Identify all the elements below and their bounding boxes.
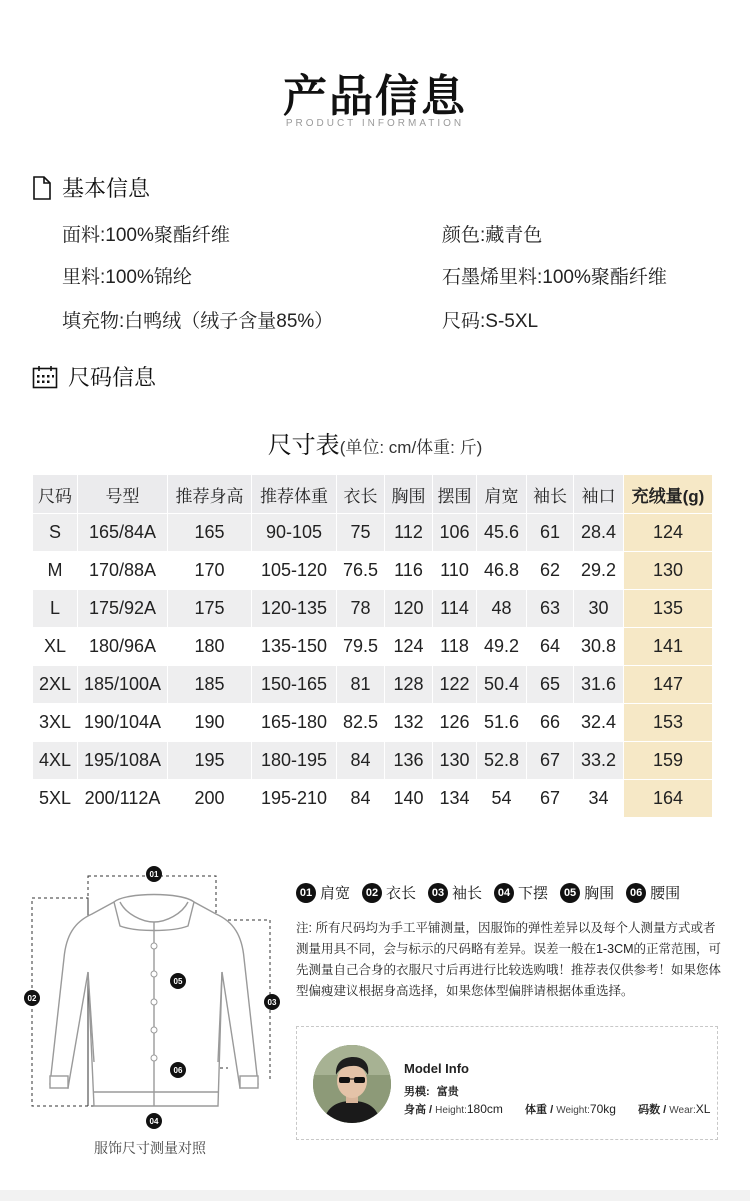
marker-03: 03	[267, 998, 277, 1007]
marker-02: 02	[27, 994, 37, 1003]
table-cell: 51.6	[477, 704, 527, 742]
footer-band	[0, 1190, 750, 1201]
table-cell: 124	[385, 628, 433, 666]
table-cell: 106	[433, 514, 477, 552]
table-cell: 170/88A	[78, 552, 168, 590]
lining-text: 里料:100%锦纶	[62, 267, 192, 288]
header-cell: 号型	[78, 475, 168, 514]
table-cell: 45.6	[477, 514, 527, 552]
size-cell: 2XL	[33, 666, 78, 704]
table-row	[33, 590, 713, 628]
table-cell: 110	[433, 552, 477, 590]
table-cell: 165-180	[252, 704, 337, 742]
weight-label: 体重 /	[525, 1104, 557, 1116]
table-cell: 78	[337, 590, 385, 628]
header-cell: 胸围	[385, 475, 433, 514]
header-cell: 衣长	[337, 475, 385, 514]
model-name: 富贵	[436, 1086, 459, 1098]
table-row	[33, 704, 713, 742]
table-cell: 200	[168, 780, 252, 818]
table-cell: 114	[433, 590, 477, 628]
table-header-row	[33, 475, 713, 514]
table-row	[33, 666, 713, 704]
table-cell: 66	[527, 704, 574, 742]
table-cell: 76.5	[337, 552, 385, 590]
table-cell: 190/104A	[78, 704, 168, 742]
marker-04: 04	[149, 1117, 159, 1126]
table-cell: 67	[527, 742, 574, 780]
size-cell: M	[33, 552, 78, 590]
table-cell: 120-135	[252, 590, 337, 628]
size-range-text: 尺码:S-5XL	[442, 311, 539, 332]
color-text: 颜色:藏青色	[442, 225, 543, 246]
filling-text: 填充物:白鸭绒（绒子含量85%）	[62, 311, 334, 332]
table-cell: 50.4	[477, 666, 527, 704]
size-cell: L	[33, 590, 78, 628]
model-wear-size: XL	[695, 1102, 711, 1116]
table-cell: 79.5	[337, 628, 385, 666]
model-name-line	[404, 1083, 459, 1099]
page-subtitle: PRODUCT INFORMATION	[285, 118, 465, 129]
table-cell: 180/96A	[78, 628, 168, 666]
table-row	[33, 628, 713, 666]
size-cell: XL	[33, 628, 78, 666]
table-cell: 130	[433, 742, 477, 780]
table-cell: 165	[168, 514, 252, 552]
marker-06: 06	[173, 1066, 183, 1075]
table-cell: 75	[337, 514, 385, 552]
header-cell: 摆围	[433, 475, 477, 514]
table-cell: 126	[433, 704, 477, 742]
measurement-note: 注: 所有尺码均为手工平铺测量，因服饰的弹性差异以及每个人测量方式或者测量用具不同，会与标示的尺码略有差异。误差一般在1-3CM的正常范围，可先测量自己合身的衣服尺寸后再进行比较选购哦！推荐表仅供参考！如果您体型偏瘦建议根据身高选择，如果您体型偏胖请根据体重选择。	[296, 921, 722, 998]
table-row	[33, 780, 713, 818]
table-cell: 65	[527, 666, 574, 704]
table-cell: 64	[527, 628, 574, 666]
legend-item	[428, 882, 482, 903]
section-heading: 尺码信息	[68, 365, 157, 390]
model-avatar	[313, 1045, 391, 1123]
section-basic-info	[32, 172, 150, 203]
size-cell: 5XL	[33, 780, 78, 818]
fabric-text: 面料:100%聚酯纤维	[62, 225, 230, 246]
table-cell: 31.6	[574, 666, 624, 704]
table-cell: 175	[168, 590, 252, 628]
table-cell: 52.8	[477, 742, 527, 780]
table-cell: 30.8	[574, 628, 624, 666]
table-cell: 30	[574, 590, 624, 628]
model-info-card	[296, 1026, 718, 1140]
marker-01: 01	[149, 870, 159, 879]
table-cell: 134	[433, 780, 477, 818]
table-cell: 195	[168, 742, 252, 780]
table-cell: 122	[433, 666, 477, 704]
down-fill-cell: 147	[624, 666, 713, 704]
header-cell-down-fill: 充绒量(g)	[624, 475, 713, 514]
table-cell: 195-210	[252, 780, 337, 818]
header-cell: 推荐体重	[252, 475, 337, 514]
measurement-legend	[296, 882, 686, 903]
graphene-text: 石墨烯里料:100%聚酯纤维	[442, 267, 667, 288]
size-cell: 3XL	[33, 704, 78, 742]
table-cell: 136	[385, 742, 433, 780]
document-icon	[32, 176, 52, 200]
size-table-unit: (单位: cm/体重: 斤)	[339, 438, 483, 457]
section-size-info	[32, 361, 156, 392]
legend-number-badge: 01	[296, 883, 316, 903]
size-cell: S	[33, 514, 78, 552]
model-weight: 70kg	[589, 1102, 616, 1116]
table-cell: 81	[337, 666, 385, 704]
table-cell: 112	[385, 514, 433, 552]
header-cell: 袖口	[574, 475, 624, 514]
table-cell: 200/112A	[78, 780, 168, 818]
table-cell: 61	[527, 514, 574, 552]
wear-label-en: Wear:	[669, 1105, 696, 1116]
legend-item	[626, 882, 680, 903]
table-cell: 140	[385, 780, 433, 818]
legend-label: 肩宽	[320, 885, 351, 902]
table-cell: 120	[385, 590, 433, 628]
table-cell: 67	[527, 780, 574, 818]
table-cell: 29.2	[574, 552, 624, 590]
table-cell: 63	[527, 590, 574, 628]
legend-label: 袖长	[452, 885, 483, 902]
legend-number-badge: 05	[560, 883, 580, 903]
table-cell: 185/100A	[78, 666, 168, 704]
header-cell: 袖长	[527, 475, 574, 514]
table-cell: 116	[385, 552, 433, 590]
table-cell: 105-120	[252, 552, 337, 590]
table-row	[33, 552, 713, 590]
size-table	[32, 474, 713, 818]
table-cell: 128	[385, 666, 433, 704]
table-cell: 190	[168, 704, 252, 742]
marker-05: 05	[173, 977, 183, 986]
down-fill-cell: 124	[624, 514, 713, 552]
model-portrait-image	[313, 1045, 391, 1123]
table-cell: 118	[433, 628, 477, 666]
legend-number-badge: 04	[494, 883, 514, 903]
table-row	[33, 742, 713, 780]
table-cell: 90-105	[252, 514, 337, 552]
table-cell: 195/108A	[78, 742, 168, 780]
legend-label: 下摆	[518, 885, 549, 902]
legend-item	[560, 882, 614, 903]
table-cell: 150-165	[252, 666, 337, 704]
legend-item	[362, 882, 416, 903]
table-cell: 132	[385, 704, 433, 742]
model-stats-line	[404, 1101, 710, 1117]
down-fill-cell: 159	[624, 742, 713, 780]
table-cell: 33.2	[574, 742, 624, 780]
header-cell: 推荐身高	[168, 475, 252, 514]
header-cell: 尺码	[33, 475, 78, 514]
legend-label: 腰围	[650, 885, 681, 902]
legend-item	[296, 882, 350, 903]
table-cell: 54	[477, 780, 527, 818]
table-cell: 170	[168, 552, 252, 590]
down-fill-cell: 130	[624, 552, 713, 590]
section-heading: 基本信息	[62, 176, 151, 201]
model-info-title: Model Info	[404, 1061, 469, 1076]
table-cell: 82.5	[337, 704, 385, 742]
table-cell: 62	[527, 552, 574, 590]
size-table-body	[33, 514, 713, 818]
calendar-icon	[32, 365, 58, 389]
legend-number-badge: 03	[428, 883, 448, 903]
legend-number-badge: 06	[626, 883, 646, 903]
size-cell: 4XL	[33, 742, 78, 780]
table-cell: 28.4	[574, 514, 624, 552]
table-cell: 185	[168, 666, 252, 704]
down-fill-cell: 141	[624, 628, 713, 666]
down-fill-cell: 164	[624, 780, 713, 818]
legend-item	[494, 882, 548, 903]
table-cell: 49.2	[477, 628, 527, 666]
table-cell: 165/84A	[78, 514, 168, 552]
legend-number-badge: 02	[362, 883, 382, 903]
size-table-title	[0, 425, 750, 460]
height-label: 身高 /	[404, 1104, 436, 1116]
down-fill-cell: 153	[624, 704, 713, 742]
height-label-en: Height:	[435, 1105, 467, 1116]
model-height: 180cm	[466, 1102, 503, 1116]
header-cell: 肩宽	[477, 475, 527, 514]
table-row	[33, 514, 713, 552]
weight-label-en: Weight:	[556, 1105, 590, 1116]
page-title: 产品信息	[283, 72, 467, 121]
table-cell: 180-195	[252, 742, 337, 780]
legend-label: 衣长	[386, 885, 417, 902]
table-cell: 46.8	[477, 552, 527, 590]
table-cell: 84	[337, 780, 385, 818]
table-cell: 32.4	[574, 704, 624, 742]
legend-label: 胸围	[584, 885, 615, 902]
table-cell: 175/92A	[78, 590, 168, 628]
wear-label: 码数 /	[638, 1104, 670, 1116]
table-cell: 84	[337, 742, 385, 780]
table-cell: 48	[477, 590, 527, 628]
table-cell: 180	[168, 628, 252, 666]
model-name-label: 男模:	[404, 1086, 430, 1098]
diagram-caption: 服饰尺寸测量对照	[94, 1140, 206, 1156]
jacket-measurement-diagram	[22, 862, 288, 1134]
table-cell: 34	[574, 780, 624, 818]
size-table-title-text: 尺寸表	[267, 432, 340, 459]
table-cell: 135-150	[252, 628, 337, 666]
down-fill-cell: 135	[624, 590, 713, 628]
